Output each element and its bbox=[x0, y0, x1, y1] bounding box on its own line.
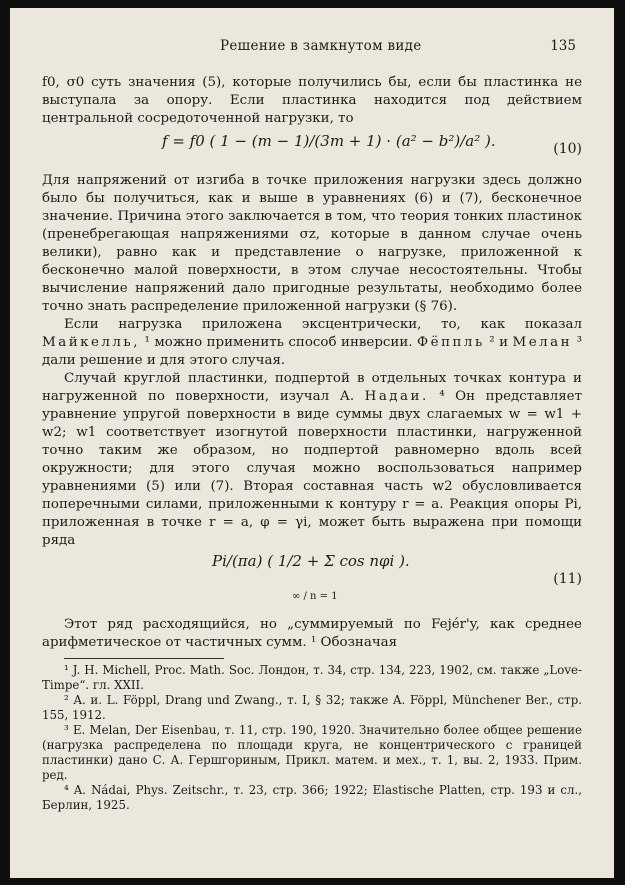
footnote-3: ³ E. Melan, Der Eisenbau, т. 11, стр. 190, 1920. Значительно более общее решение (нагрузка распределена по площади круга, не концентрического с границей пластинки) дано С. А. Гершгориным, Прикл. матем. и мех., т. 1, вы. 2, 1933. Прим. ред. bbox=[42, 723, 582, 782]
footnote-2: ² A. и. L. Föppl, Drang und Zwang., т. I, § 32; также A. Föppl, Münchener Ber., стр. 155, 1912. bbox=[42, 693, 582, 722]
formula-10 bbox=[42, 128, 582, 172]
p3-text-b: ¹ можно применить способ инверсии. bbox=[144, 335, 413, 350]
formula-11 bbox=[42, 550, 582, 616]
paragraph-3 bbox=[42, 316, 582, 370]
formula-10-expression: f = f0 ( 1 − (m − 1)/(3m + 1) · (a² − b²)/a² ). bbox=[162, 132, 496, 150]
p4-text-b: ⁴ Он представляет уравнение упругой поверхности в виде суммы двух слагаемых w = w1 + w2; w1 соответствует изогнутой поверхности пластинки, нагруженной точно таким же образом, но подпертой равномерно вдоль всей окружности; для этого случая можно воспользоваться например уравнениями (5) или (7). Вторая составная часть w2 обусловливается поперечными силами, приложенными к контуру r = a. Реакция опоры Pi, приложенная в точке r = a, φ = γi, может быть выражена при помощи ряда bbox=[42, 389, 582, 548]
p3-text-d: ³ дали решение и для этого случая. bbox=[42, 335, 582, 368]
author-foppl: Фёппль bbox=[417, 335, 485, 350]
p3-text-c: ² и bbox=[489, 335, 509, 350]
paragraph-4 bbox=[42, 370, 582, 550]
author-melan: Мелан bbox=[512, 335, 573, 350]
author-michell: Майкелль, bbox=[42, 335, 140, 350]
page-number: 135 bbox=[550, 38, 576, 54]
formula-11-number: (11) bbox=[553, 571, 582, 587]
formula-11-expression: Pi/(πa) ( 1/2 + Σ cos nφi ). bbox=[212, 552, 410, 570]
p4-text-a: Случай круглой пластинки, подпертой в отдельных точках контура и нагруженной по поверхности, изучал А. bbox=[42, 371, 582, 404]
paragraph-1: f0, σ0 суть значения (5), которые получились бы, если бы пластинка не выступала за опору. Если пластинка находится под действием центральной сосредоточенной нагрузки, то bbox=[42, 75, 582, 126]
paragraph-5: Этот ряд расходящийся, но „суммируемый по Fejér'y, как среднее арифметическое от частичных сумм. ¹ Обозначая bbox=[42, 617, 582, 650]
book-page bbox=[10, 8, 614, 878]
page-body bbox=[42, 74, 582, 813]
footnote-4: ⁴ A. Nádai, Phys. Zeitschr., т. 23, стр. 366; 1922; Elastische Platten, стр. 193 и сл., Берлин, 1925. bbox=[42, 783, 582, 812]
footnote-1: ¹ J. H. Michell, Proc. Math. Soc. Лондон, т. 34, стр. 134, 223, 1902, см. также „Love-Timpe“. гл. XXII. bbox=[42, 663, 582, 692]
footnotes bbox=[42, 663, 582, 813]
running-title: Решение в замкнутом виде bbox=[220, 38, 422, 54]
footnote-rule bbox=[64, 658, 224, 659]
author-nadai: Надаи. bbox=[364, 389, 429, 404]
formula-10-number: (10) bbox=[553, 141, 582, 157]
paragraph-2: Для напряжений от изгиба в точке приложения нагрузки здесь должно было бы получиться, как и выше в уравнениях (6) и (7), бесконечное значение. Причина этого заключается в том, что теория тонких пластинок (пренебрегающая напряжениями σz, которые в данном случае очень велики), равно как и представление о нагрузке, приложенной к бесконечно малой поверхности, в этом случае несостоятельны. Чтобы вычисление напряжений дало пригодные результаты, необходимо более точно знать распределение приложенной нагрузки (§ 76). bbox=[42, 173, 582, 314]
formula-11-sum-limits: ∞ / n = 1 bbox=[292, 591, 338, 602]
p3-text-a: Если нагрузка приложена эксцентрически, то, как показал bbox=[64, 317, 582, 332]
